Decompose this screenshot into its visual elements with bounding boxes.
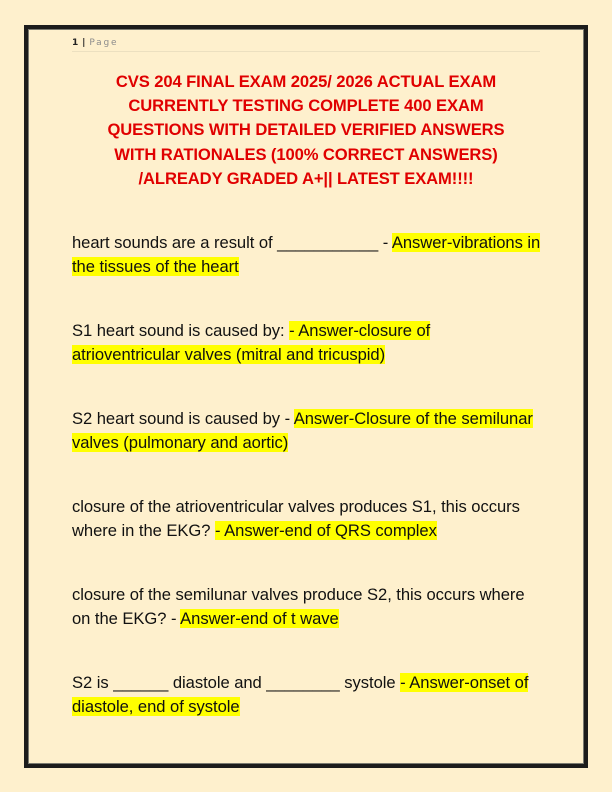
qa-list — [72, 231, 542, 759]
question-text: S1 heart sound is caused by: — [72, 321, 290, 340]
qa-item — [72, 671, 542, 759]
header-separator: | — [82, 38, 86, 48]
title-line: /ALREADY GRADED A+|| LATEST EXAM!!!! — [138, 168, 474, 188]
answer-text: - Answer-closure of atrioventricular valves (mitral and tricuspid) — [72, 321, 431, 364]
question-text: S2 heart sound is caused by - — [72, 409, 294, 428]
title-line: CURRENTLY TESTING COMPLETE 400 EXAM — [128, 96, 484, 116]
answer-text: Answer-vibrations in the tissues of the heart — [72, 233, 541, 276]
page-number: 1 — [72, 38, 79, 48]
title-line: WITH RATIONALES (100% CORRECT ANSWERS) — [114, 144, 498, 164]
question-text: closure of the atrioventricular valves produces S1, this occurs where in the EKG? — [72, 497, 520, 540]
page-header — [72, 36, 540, 52]
answer-text: - Answer-onset of diastole, end of systole — [72, 673, 529, 716]
answer-text: Answer-end of t wave — [180, 609, 339, 628]
qa-item — [72, 495, 542, 583]
page-label: Page — [89, 38, 119, 48]
question-text: S2 is ______ diastole and ________ systole — [72, 673, 401, 692]
qa-item — [72, 319, 542, 407]
answer-text: Answer-Closure of the semilunar valves (pulmonary and aortic) — [72, 409, 533, 452]
question-text: heart sounds are a result of ___________ - — [72, 233, 392, 252]
question-text: closure of the semilunar valves produce S2, this occurs where on the EKG? - — [72, 585, 525, 628]
answer-text: - Answer-end of QRS complex — [215, 521, 437, 540]
qa-item — [72, 407, 542, 495]
qa-item — [72, 583, 542, 671]
qa-item — [72, 231, 542, 319]
title-line: CVS 204 FINAL EXAM 2025/ 2026 ACTUAL EXAM — [115, 72, 497, 91]
title-line: QUESTIONS WITH DETAILED VERIFIED ANSWERS — [107, 120, 505, 140]
document-title — [60, 70, 552, 191]
